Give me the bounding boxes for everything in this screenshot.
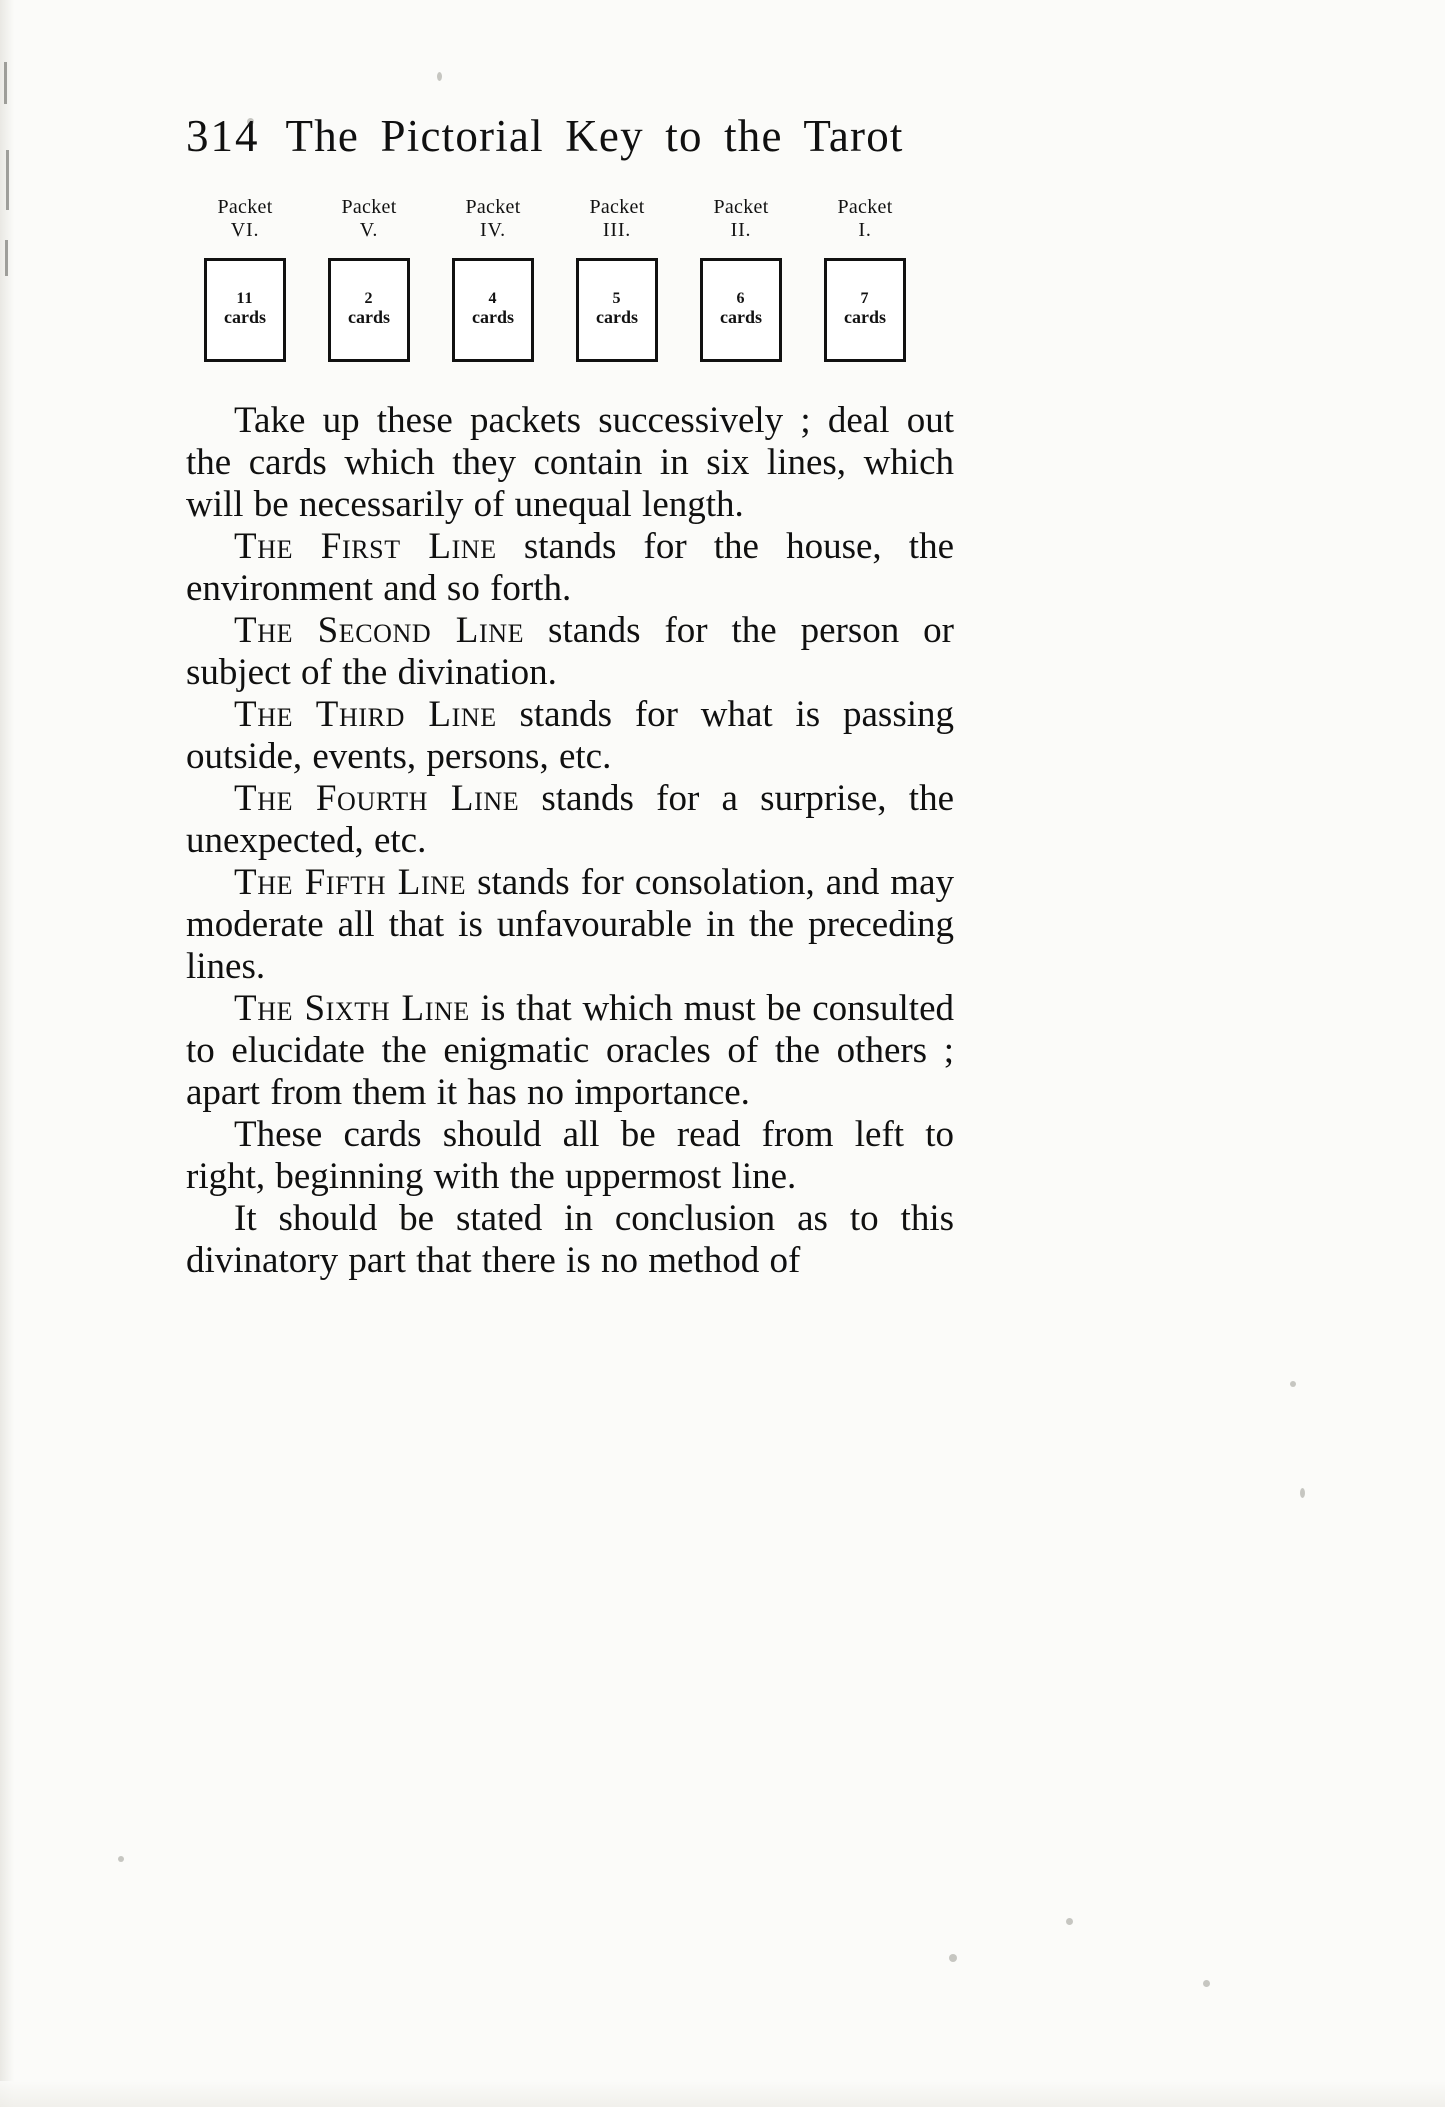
second-line-lead: The Second Line (234, 610, 525, 651)
packet-vi (196, 196, 294, 362)
packet-v-roman: V. (359, 218, 379, 241)
running-title: The Pictorial Key to the Tarot (285, 111, 904, 161)
paragraph-third-line (186, 694, 954, 778)
packet-vi-roman: VI. (230, 218, 260, 241)
packet-vi-word: Packet (217, 196, 273, 218)
scan-speck (1066, 1918, 1073, 1925)
packet-iv-count: 4 (488, 290, 498, 308)
packet-iv-unit: cards (472, 307, 514, 328)
paragraph-second-line-text: stands for the person or subject of the divination. (186, 610, 955, 693)
packet-iv-roman: IV. (480, 218, 506, 241)
scan-speck (1290, 1381, 1296, 1387)
packet-i-roman: I. (858, 218, 872, 241)
fourth-line-lead: The Fourth Line (234, 778, 520, 819)
packet-iii-label (589, 196, 644, 242)
packet-iv-label (465, 196, 520, 242)
paragraph-read-left-to-right (186, 1114, 954, 1198)
packet-v-word: Packet (341, 196, 397, 218)
paragraph-first-line (186, 526, 954, 610)
scan-artifact (4, 62, 7, 104)
sixth-line-lead: The Sixth Line (234, 988, 470, 1029)
scan-speck (437, 72, 442, 81)
packet-iii (568, 196, 666, 362)
packet-ii-box (700, 258, 782, 362)
packet-v-box (328, 258, 410, 362)
paragraph-read-left-to-right-text: These cards should all be read from left to right, beginning with the uppermost line. (186, 1114, 954, 1197)
packet-i-label (837, 196, 892, 242)
scan-speck (1203, 1980, 1210, 1987)
packet-iv (444, 196, 542, 362)
packet-i-count: 7 (860, 290, 870, 308)
page-left-edge-shadow (0, 0, 14, 2107)
paragraph-take-up-text: Take up these packets successively ; deal out the cards which they contain in six lines, which will be necessarily of unequal length. (186, 400, 954, 525)
packet-iii-unit: cards (596, 307, 638, 328)
packet-i-box (824, 258, 906, 362)
packet-i (816, 196, 914, 362)
fifth-line-lead: The Fifth Line (234, 862, 467, 903)
packet-ii-count: 6 (736, 290, 746, 308)
packet-v-count: 2 (364, 290, 374, 308)
packet-iii-box (576, 258, 658, 362)
packet-vi-unit: cards (224, 307, 266, 328)
scan-speck (949, 1954, 957, 1962)
paragraph-fourth-line-text: stands for a surprise, the unexpected, etc. (186, 778, 954, 861)
packet-diagram (196, 196, 914, 362)
packet-iv-box (452, 258, 534, 362)
third-line-lead: The Third Line (234, 694, 497, 735)
packet-v-label (341, 196, 396, 242)
packet-vi-count: 11 (236, 290, 254, 308)
paragraph-second-line (186, 610, 954, 694)
page-bottom-edge-shadow (0, 2081, 1445, 2107)
packet-ii-word: Packet (713, 196, 769, 218)
paragraph-third-line-text: stands for what is passing outside, events, persons, etc. (186, 694, 954, 777)
paragraph-sixth-line-text: is that which must be consulted to elucidate the enigmatic oracles of the others ; apart from them it has no importance. (186, 988, 954, 1113)
scan-speck (118, 1856, 124, 1862)
packet-iii-word: Packet (589, 196, 645, 218)
packet-i-word: Packet (837, 196, 893, 218)
packet-v-unit: cards (348, 307, 390, 328)
running-head (186, 110, 976, 162)
packet-ii-label (713, 196, 768, 242)
packet-v (320, 196, 418, 362)
packet-i-unit: cards (844, 307, 886, 328)
paragraph-fourth-line (186, 778, 954, 862)
paragraph-take-up (186, 400, 954, 526)
paragraph-conclusion-text: It should be stated in conclusion as to this divinatory part that there is no method of (186, 1198, 954, 1281)
scan-artifact (6, 150, 9, 210)
paragraph-fifth-line-text: stands for consolation, and may moderate all that is unfavourable in the preceding lines. (186, 862, 954, 987)
packet-vi-label (217, 196, 272, 242)
packet-iv-word: Packet (465, 196, 521, 218)
packet-vi-box (204, 258, 286, 362)
packet-iii-count: 5 (612, 290, 622, 308)
first-line-lead: The First Line (234, 526, 497, 567)
body-text (186, 400, 954, 1282)
packet-ii-unit: cards (720, 307, 762, 328)
paragraph-fifth-line (186, 862, 954, 988)
packet-ii-roman: II. (730, 218, 752, 241)
packet-ii (692, 196, 790, 362)
scan-artifact (5, 240, 8, 276)
packet-iii-roman: III. (602, 218, 632, 241)
paragraph-first-line-text: stands for the house, the environment and so forth. (186, 526, 954, 609)
paragraph-conclusion (186, 1198, 954, 1282)
paragraph-sixth-line (186, 988, 954, 1114)
page-folio: 314 (186, 111, 260, 161)
scan-speck (1300, 1488, 1305, 1498)
